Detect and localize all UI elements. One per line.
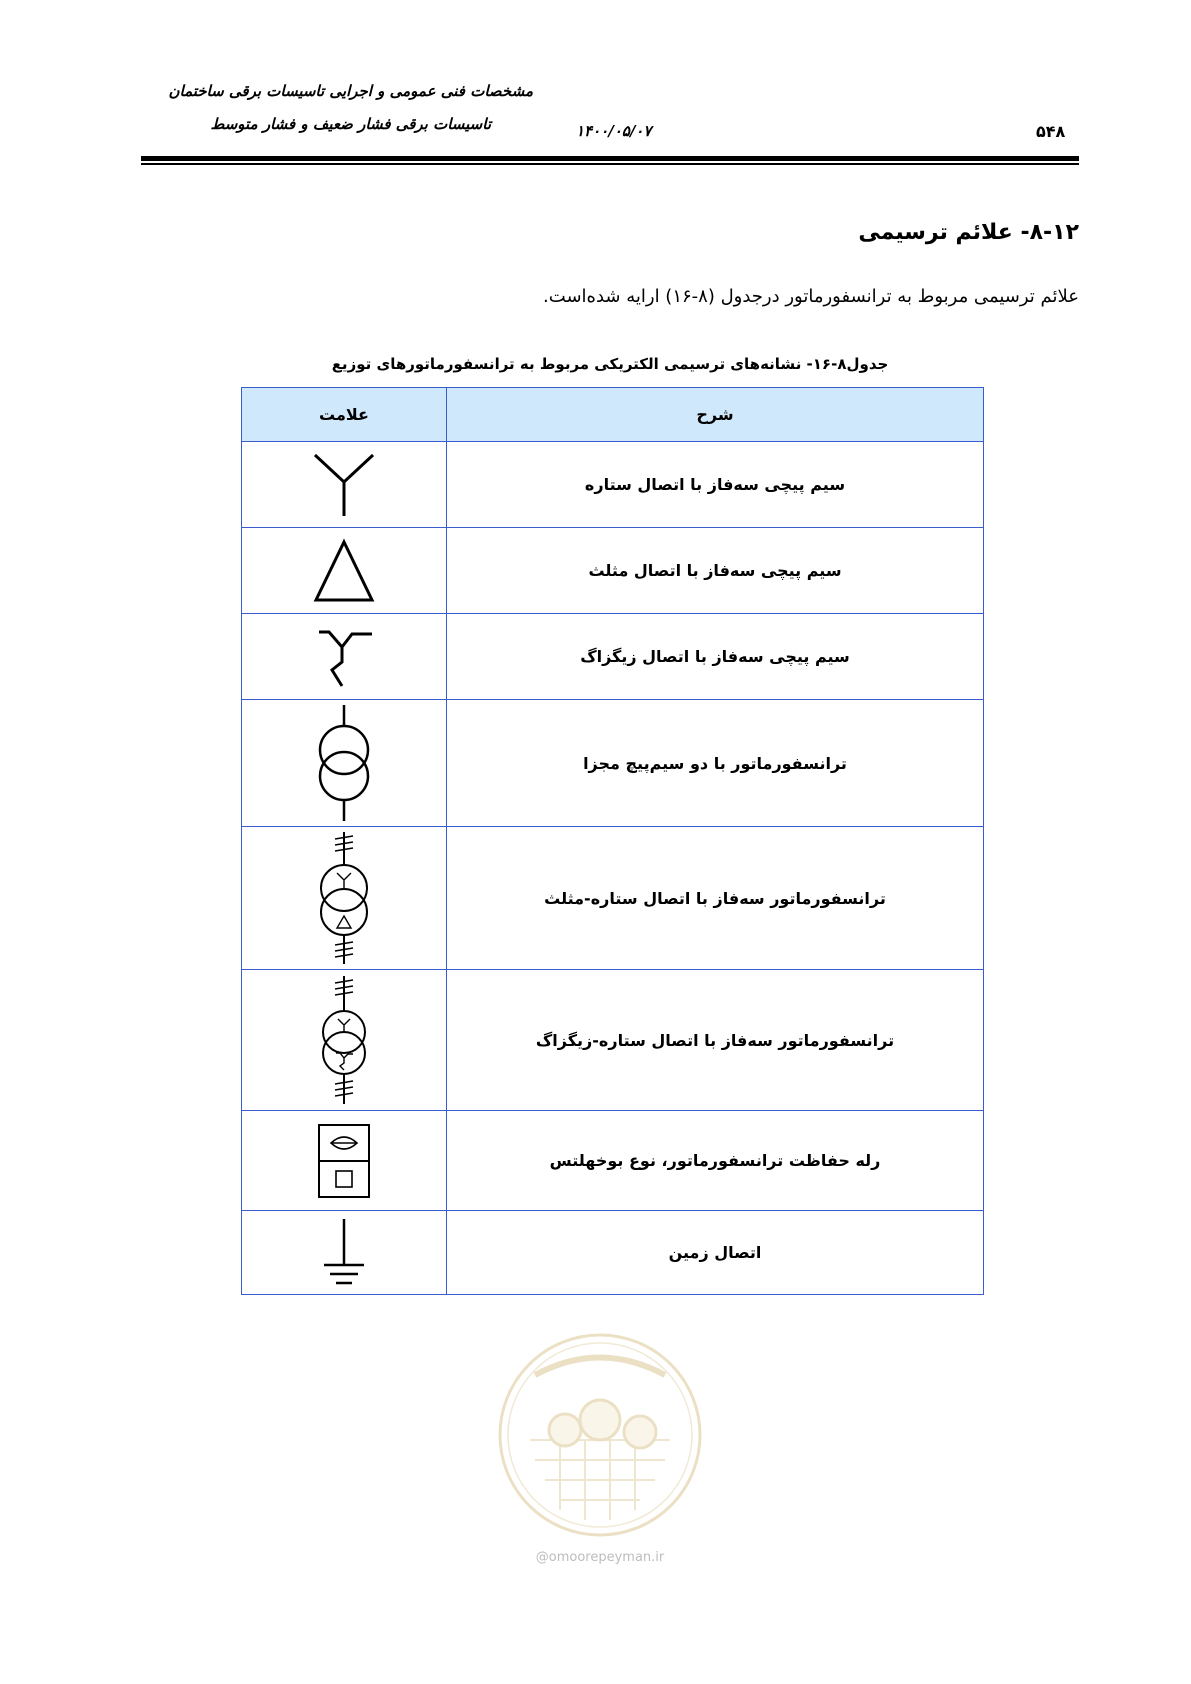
buchholz-relay-icon: [309, 1121, 379, 1201]
row-description: ترانسفورماتور سه‌فاز با اتصال ستاره-زیگزاگ: [447, 970, 984, 1111]
earth-ground-icon: [309, 1215, 379, 1291]
header-title: مشخصات فنی عمومی و اجرایی تاسیسات برقی ساختمان: [168, 82, 533, 100]
symbol-cell: [242, 827, 447, 970]
table-row: [242, 700, 984, 827]
table-row: [242, 442, 984, 528]
table-row: [242, 1211, 984, 1295]
zigzag-winding-icon: [309, 622, 379, 692]
section-title: ۸-۱۲- علائم ترسیمی: [858, 220, 1079, 245]
symbol-cell: [242, 528, 447, 614]
symbol-cell: [242, 1211, 447, 1295]
symbol-cell: [242, 1111, 447, 1211]
header-rule-thin: [141, 163, 1079, 165]
table-row: [242, 528, 984, 614]
table-row: [242, 970, 984, 1111]
symbol-cell: [242, 970, 447, 1111]
page-number: ۵۴۸: [1036, 122, 1066, 141]
table-row: [242, 827, 984, 970]
symbol-cell: [242, 442, 447, 528]
logo-seal-icon: [490, 1320, 710, 1550]
column-header-description: شرح: [447, 388, 984, 442]
watermark-url: @omoorepeyman.ir: [535, 1550, 665, 1565]
row-description: ترانسفورماتور سه‌فاز با اتصال ستاره-مثلث: [447, 827, 984, 970]
table-row: [242, 1111, 984, 1211]
row-description: سیم پیچی سه‌فاز با اتصال مثلث: [447, 528, 984, 614]
header-rule-thick: [141, 156, 1079, 161]
star-winding-icon: [309, 450, 379, 520]
header-subtitle: تاسیسات برقی فشار ضعیف و فشار متوسط: [210, 115, 491, 133]
column-header-symbol: علامت: [242, 388, 447, 442]
table-caption: جدول۸-۱۶- نشانه‌های ترسیمی الکتریکی مربوط به ترانسفورماتورهای توزیع: [331, 355, 889, 373]
two-winding-transformer-icon: [309, 703, 379, 823]
row-description: سیم پیچی سه‌فاز با اتصال زیگزاگ: [447, 614, 984, 700]
table-row: [242, 614, 984, 700]
table-header-row: [242, 388, 984, 442]
intro-paragraph: علائم ترسیمی مربوط به ترانسفورماتور درجدول (۸-۱۶) ارایه شده‌است.: [543, 286, 1079, 307]
delta-winding-icon: [309, 536, 379, 606]
star-zigzag-transformer-icon: [309, 974, 379, 1106]
symbols-table: [241, 387, 984, 1295]
star-delta-transformer-icon: [309, 830, 379, 966]
symbol-cell: [242, 614, 447, 700]
watermark-logo: [490, 1320, 710, 1580]
row-description: سیم پیچی سه‌فاز با اتصال ستاره: [447, 442, 984, 528]
row-description: ترانسفورماتور با دو سیم‌پیچ مجزا: [447, 700, 984, 827]
row-description: اتصال زمین: [447, 1211, 984, 1295]
header-date: ۱۴۰۰/۰۵/۰۷: [576, 122, 652, 140]
row-description: رله حفاظت ترانسفورماتور، نوع بوخهلتس: [447, 1111, 984, 1211]
symbol-cell: [242, 700, 447, 827]
